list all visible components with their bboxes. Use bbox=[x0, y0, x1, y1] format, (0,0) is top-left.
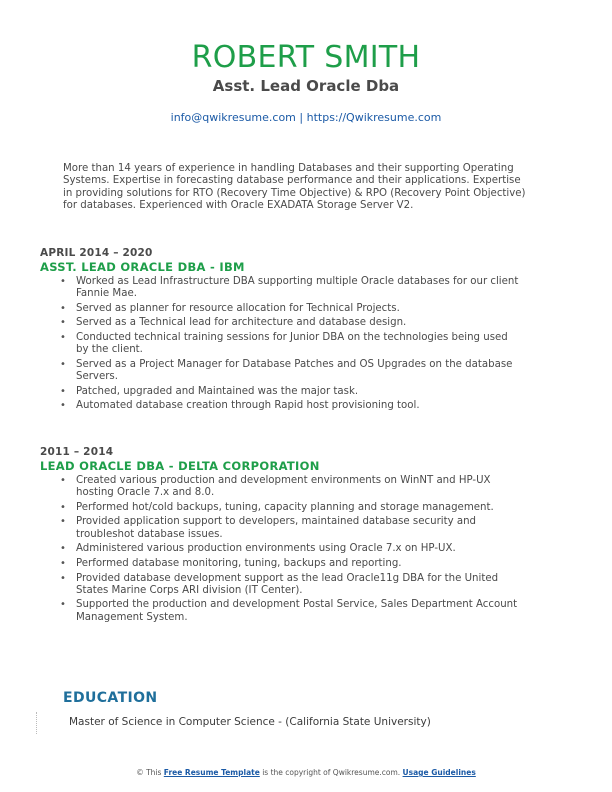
education-divider bbox=[36, 712, 39, 734]
education-heading: EDUCATION bbox=[63, 690, 158, 706]
job-dates: 2011 – 2014 bbox=[40, 446, 114, 458]
job-bullet-list bbox=[40, 475, 540, 624]
footer bbox=[0, 768, 612, 778]
job-bullet-list bbox=[40, 276, 540, 413]
summary-paragraph: More than 14 years of experience in handling Databases and their supporting Operating Systems. Expertise in forecasting database performance and their applications. Expertise in providing solutions for RTO (Recovery Time Objective) & RPO (Recovery Point Objective) for databases. Experienced with Oracle EXADATA Storage Server V2. bbox=[63, 163, 526, 212]
website-link[interactable]: https://Qwikresume.com bbox=[306, 111, 442, 124]
list-item: • Worked as Lead Infrastructure DBA supporting multiple Oracle databases for our client Fannie Mae. bbox=[60, 276, 519, 300]
footer-prefix: © This bbox=[136, 768, 162, 777]
usage-guidelines-link[interactable]: Usage Guidelines bbox=[402, 768, 476, 777]
bullet-dot-icon: • bbox=[60, 557, 66, 569]
list-item: • Performed database monitoring, tuning, backups and reporting. bbox=[60, 557, 402, 569]
bullet-dot-icon: • bbox=[60, 276, 66, 287]
job-title: ASST. LEAD ORACLE DBA - IBM bbox=[40, 260, 245, 274]
job-entry-1 bbox=[40, 247, 540, 415]
bullet-dot-icon: • bbox=[60, 332, 66, 344]
list-item: • Administered various production environments using Oracle 7.x on HP-UX. bbox=[60, 543, 456, 555]
job-title: LEAD ORACLE DBA - DELTA CORPORATION bbox=[40, 459, 320, 473]
list-item: • Conducted technical training sessions for Junior DBA on the technologies being used by the client. bbox=[60, 332, 508, 356]
bullet-dot-icon: • bbox=[60, 572, 66, 584]
contact-line bbox=[0, 111, 612, 125]
email-link[interactable]: info@qwikresume.com bbox=[170, 111, 296, 124]
bullet-dot-icon: • bbox=[60, 385, 66, 397]
bullet-dot-icon: • bbox=[60, 543, 66, 555]
bullet-dot-icon: • bbox=[60, 599, 66, 611]
bullet-dot-icon: • bbox=[60, 475, 66, 486]
list-item: • Served as a Technical lead for architecture and database design. bbox=[60, 317, 407, 329]
list-item: • Served as a Project Manager for Database Patches and OS Upgrades on the database Servers. bbox=[60, 358, 513, 383]
bullet-dot-icon: • bbox=[60, 302, 66, 314]
list-item: • Supported the production and development Postal Service, Sales Department Account Management System. bbox=[60, 599, 518, 623]
list-item: • Created various production and development environments on WinNT and HP-UX hosting Oracle 7.x and 8.0. bbox=[60, 475, 491, 499]
free-resume-template-link[interactable]: Free Resume Template bbox=[163, 768, 260, 777]
candidate-name: ROBERT SMITH bbox=[191, 40, 421, 75]
bullet-dot-icon: • bbox=[60, 501, 66, 513]
bullet-dot-icon: • bbox=[60, 516, 66, 528]
job-dates: APRIL 2014 – 2020 bbox=[40, 247, 153, 259]
footer-middle: is the copyright of Qwikresume.com. bbox=[262, 768, 401, 777]
job-entry-2 bbox=[40, 446, 540, 626]
candidate-role: Asst. Lead Oracle Dba bbox=[212, 77, 400, 95]
list-item: • Automated database creation through Rapid host provisioning tool. bbox=[60, 400, 420, 412]
education-item: Master of Science in Computer Science - (California State University) bbox=[69, 716, 431, 728]
bullet-dot-icon: • bbox=[60, 317, 66, 329]
list-item: • Patched, upgraded and Maintained was the major task. bbox=[60, 385, 359, 397]
bullet-dot-icon: • bbox=[60, 358, 66, 370]
list-item: • Provided database development support as the lead Oracle11g DBA for the United States Marine Corps ARI division (IT Center). bbox=[60, 572, 499, 596]
bullet-dot-icon: • bbox=[60, 400, 66, 412]
list-item: • Served as planner for resource allocation for Technical Projects. bbox=[60, 302, 400, 314]
contact-separator: | bbox=[299, 111, 304, 124]
list-item: • Performed hot/cold backups, tuning, capacity planning and storage management. bbox=[60, 501, 494, 513]
list-item: • Provided application support to developers, maintained database security and troubleshot database issues. bbox=[60, 516, 477, 540]
